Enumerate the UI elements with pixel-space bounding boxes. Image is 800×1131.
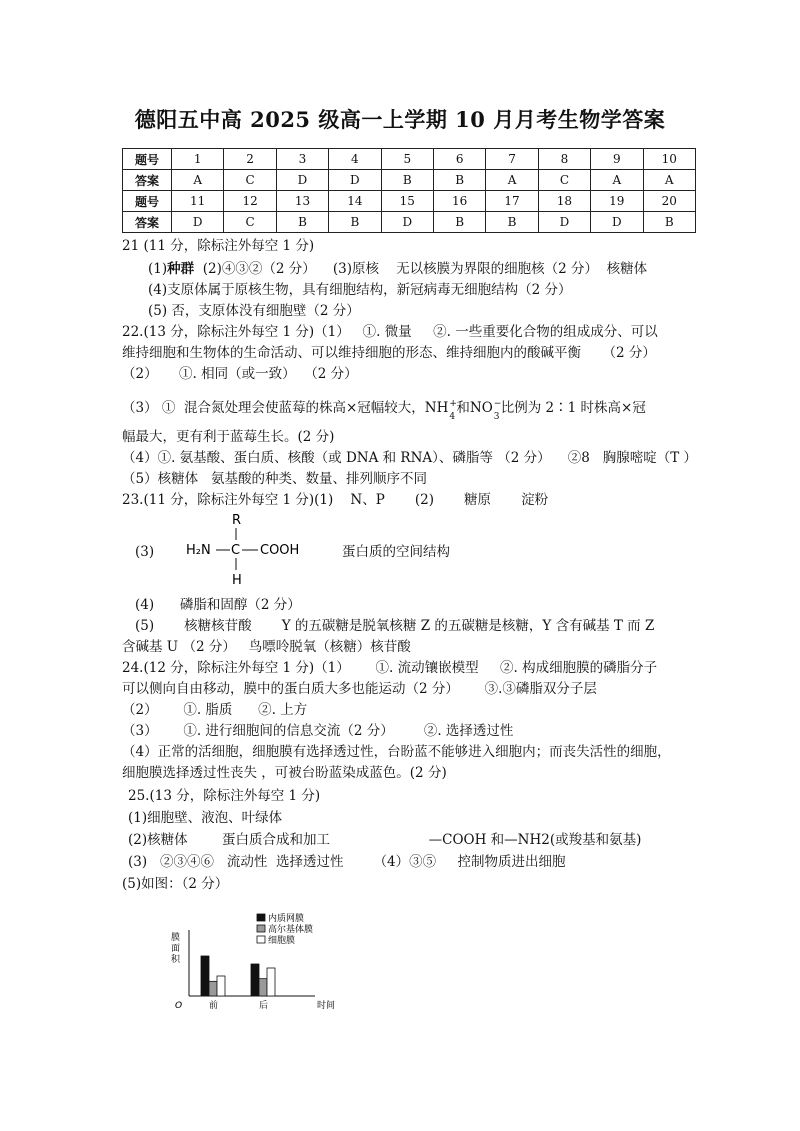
table-cell: D <box>538 212 590 233</box>
table-cell: C <box>224 170 276 191</box>
table-cell: 15 <box>381 191 433 212</box>
table-cell: D <box>329 170 381 191</box>
q23-line-5: (5) 核糖核苷酸 Y 的五碳糖是脱氧核糖 Z 的五碳糖是核糖，Y 含有碱基 T 而 Z <box>135 618 655 634</box>
q25-line-2: (2)核糖体 蛋白质合成和加工 —COOH 和—NH2(或羧基和氨基) <box>128 832 642 848</box>
legend-swatch <box>257 925 265 932</box>
subsup <box>493 399 502 422</box>
text-span: (2)④③②（2 分） (3)原核 无以核膜为界限的细胞核（2 分） 核糖体 <box>194 261 648 277</box>
q25-line-1: (1)细胞壁、液泡、叶绿体 <box>128 810 283 826</box>
origin-label: O <box>175 1001 183 1010</box>
table-cell: 2 <box>224 149 276 170</box>
text-span: + <box>449 399 457 409</box>
x-tick-label: 前 <box>209 1001 219 1010</box>
q22-line-2: 维持细胞和生物体的生命活动、可以维持细胞的形态、维持细胞内的酸碱平衡 （2 分） <box>122 345 656 361</box>
chart-bar <box>267 968 275 996</box>
table-cell: D <box>172 212 224 233</box>
text-span: 4 <box>449 412 456 422</box>
table-cell: 7 <box>486 149 538 170</box>
q23-line-6: 含碱基 U （2 分） 鸟嘌呤脱氧（核糖）核苷酸 <box>122 639 411 655</box>
q23-3-answer: 蛋白质的空间结构 <box>342 544 450 560</box>
formula-cooh: COOH <box>260 543 300 558</box>
table-row <box>123 170 696 191</box>
text-span: 3 <box>493 412 500 422</box>
q23-3-label: (3) <box>135 544 155 560</box>
table-cell: D <box>276 170 328 191</box>
q21-line-3: (5) 否，支原体没有细胞壁（2 分） <box>148 303 360 319</box>
row-header-question: 题号 <box>123 191 172 212</box>
table-cell: 11 <box>172 191 224 212</box>
table-cell: B <box>381 170 433 191</box>
legend-label: 内质网膜 <box>268 914 305 924</box>
table-cell: C <box>538 170 590 191</box>
table-cell: 20 <box>643 191 695 212</box>
text-span: 种群 <box>167 261 195 277</box>
table-row <box>123 149 696 170</box>
x-axis-label: 时间 <box>317 1001 336 1010</box>
table-cell: 10 <box>643 149 695 170</box>
q23-line-4: (4) 磷脂和固醇（2 分） <box>135 597 301 613</box>
table-cell: 4 <box>329 149 381 170</box>
table-cell: 12 <box>224 191 276 212</box>
chart-bar <box>251 964 259 996</box>
q22-line-3: （2） ①. 相同（或一致） （2 分） <box>122 366 358 382</box>
formula-h: H <box>232 573 242 588</box>
table-cell: B <box>276 212 328 233</box>
y-axis-label: 积 <box>171 955 181 965</box>
table-cell: 18 <box>538 191 590 212</box>
table-cell: 16 <box>433 191 485 212</box>
legend-label: 高尔基体膜 <box>268 925 314 935</box>
subsup <box>448 399 457 422</box>
table-cell: 14 <box>329 191 381 212</box>
text-span: (1) <box>148 261 168 277</box>
q25-line-4: (5)如图：（2 分） <box>122 876 229 892</box>
table-cell: C <box>224 212 276 233</box>
legend-label: 细胞膜 <box>268 936 296 946</box>
table-cell: 8 <box>538 149 590 170</box>
table-row <box>123 212 696 233</box>
table-cell: A <box>591 170 643 191</box>
text-span: 比例为 2∶1 时株高×冠 <box>500 400 646 416</box>
legend-swatch <box>257 914 265 921</box>
table-cell: A <box>643 170 695 191</box>
formula-h2n: H₂N <box>186 543 211 558</box>
formula-carbon: C <box>231 543 241 558</box>
table-cell: 3 <box>276 149 328 170</box>
text-span: − <box>493 399 502 409</box>
q25-line-3: (3) ②③④⑥ 流动性 选择透过性 （4）③⑤ 控制物质进出细胞 <box>128 854 566 870</box>
table-cell: A <box>172 170 224 191</box>
q24-heading: 24.(12 分，除标注外每空 1 分)（1） ①. 流动镶嵌模型 ②. 构成细胞膜的磷脂分子 <box>122 660 658 676</box>
table-cell: 19 <box>591 191 643 212</box>
q22-line-7: （5）核糖体 氨基酸的种类、数量、排列顺序不同 <box>122 471 427 487</box>
table-cell: 5 <box>381 149 433 170</box>
membrane-area-chart <box>165 910 345 1010</box>
q24-line-2: 可以侧向自由移动，膜中的蛋白质大多也能运动（2 分） ③.③磷脂双分子层 <box>122 681 597 697</box>
table-cell: 17 <box>486 191 538 212</box>
chart-bar <box>217 976 225 996</box>
table-cell: A <box>486 170 538 191</box>
q24-line-6: 细胞膜选择透过性丧失 ，可被台盼蓝染成蓝色。(2 分) <box>122 765 447 781</box>
table-cell: B <box>486 212 538 233</box>
row-header-answer: 答案 <box>123 212 172 233</box>
row-header-question: 题号 <box>123 149 172 170</box>
q21-line-1 <box>148 260 647 278</box>
q24-line-3: （2） ①. 脂质 ②. 上方 <box>122 702 308 718</box>
table-cell: D <box>591 212 643 233</box>
page-title: 德阳五中高 2025 级高一上学期 10 月月考生物学答案 <box>134 107 666 132</box>
formula-r: R <box>232 513 242 528</box>
text-span: NO <box>469 400 493 416</box>
table-row <box>123 191 696 212</box>
text-span: （3） ① 混合氮处理会使蓝莓的株高×冠幅较大， <box>122 400 425 416</box>
q21-heading: 21 (11 分，除标注外每空 1 分) <box>122 238 315 254</box>
table-cell: 6 <box>433 149 485 170</box>
text-span: NH <box>424 400 449 416</box>
row-header-answer: 答案 <box>123 170 172 191</box>
table-cell: B <box>433 212 485 233</box>
table-cell: 9 <box>591 149 643 170</box>
chart-bar <box>209 981 217 996</box>
text-span: 和 <box>456 400 470 416</box>
legend-swatch <box>257 936 265 943</box>
x-tick-label: 后 <box>259 1001 269 1010</box>
q23-heading: 23.(11 分，除标注外每空 1 分)(1) N、P (2) 糖原 淀粉 <box>122 492 549 508</box>
y-axis-label: 面 <box>171 944 181 954</box>
table-cell: 13 <box>276 191 328 212</box>
chart-bar <box>259 979 267 996</box>
q24-line-5: （4）正常的活细胞，细胞膜有选择透过性，台盼蓝不能够进入细胞内；而丧失活性的细胞， <box>122 744 671 760</box>
q22-heading: 22.(13 分，除标注外每空 1 分)（1） ①. 微量 ②. 一些重要化合物的组成成分、可以 <box>122 324 658 340</box>
answer-table <box>122 148 696 233</box>
y-axis-label: 膜 <box>171 933 181 943</box>
chart-bar <box>201 956 209 996</box>
table-cell: B <box>329 212 381 233</box>
table-cell: B <box>643 212 695 233</box>
table-cell: D <box>381 212 433 233</box>
q22-line-6: （4）①. 氨基酸、蛋白质、核酸（或 DNA 和 RNA）、磷脂等 （2 分） ②8 胸腺嘧啶（T ） <box>122 450 698 466</box>
table-cell: B <box>433 170 485 191</box>
q22-line-5: 幅最大，更有利于蓝莓生长。(2 分) <box>122 429 335 445</box>
amino-acid-formula <box>180 510 310 588</box>
q21-line-2: (4)支原体属于原核生物，具有细胞结构，新冠病毒无细胞结构（2 分） <box>148 282 572 298</box>
q24-line-4: （3） ①. 进行细胞间的信息交流（2 分） ②. 选择透过性 <box>122 723 514 739</box>
q25-heading: 25.(13 分，除标注外每空 1 分) <box>128 788 321 804</box>
table-cell: 1 <box>172 149 224 170</box>
q22-line-4 <box>122 399 646 422</box>
